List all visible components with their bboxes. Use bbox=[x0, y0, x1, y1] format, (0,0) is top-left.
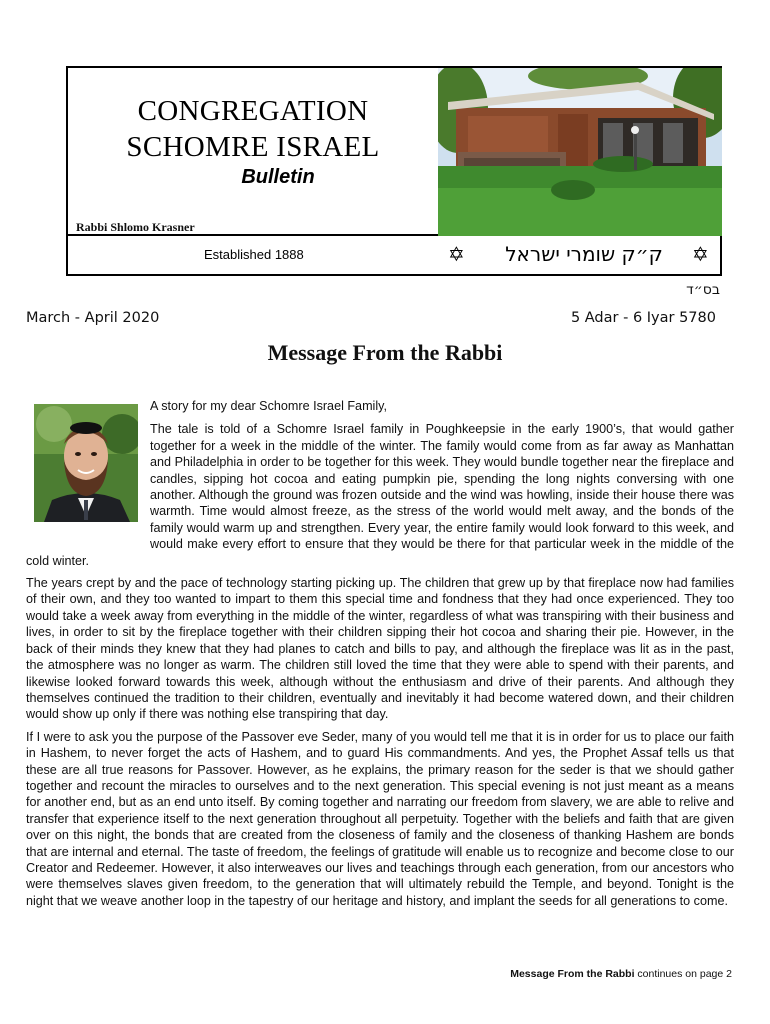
bsd-header: בס״ד bbox=[686, 282, 720, 298]
issue-date-hebrew: 5 Adar - 6 Iyar 5780 bbox=[570, 310, 716, 326]
star-of-david-icon: ✡ bbox=[448, 242, 465, 266]
continued-notice-title: Message From the Rabbi bbox=[510, 968, 635, 980]
synagogue-photo bbox=[438, 68, 722, 236]
article-headline: Message From the Rabbi bbox=[267, 340, 503, 365]
portrait-spacer bbox=[26, 398, 150, 538]
article-paragraph: The years crept by and the pace of technology starting picking up. The children that grew up by that fireplace now had families of their own, and they too wanted to impart to them this special time and fondness that they had once experienced. They too would take a week away from everything in the middle of the winter, regardless of what was transpiring with their business and lives, in order to sit by the fireplace together with their children sipping their hot cocoa and sharing their pie. However, in the back of their minds they knew that they had planes to catch and bills to pay, and although the fireplace was lit as in the past, the atmosphere was no longer as warm. The children still loved the time that they were able to spend with their parents, and likewise looked forward towards this week, although without the enthusiasm and drive of their parents. And although they themselves continued the tradition to their children, eventually and inevitably it had become watered down, and their children would show up only if there was nothing else transpiring that day. bbox=[26, 576, 734, 722]
article-body bbox=[26, 398, 734, 915]
masthead bbox=[66, 66, 722, 276]
article-greeting: A story for my dear Schomre Israel Family, bbox=[150, 399, 388, 413]
synagogue-building-icon bbox=[438, 68, 722, 236]
masthead-divider bbox=[68, 234, 440, 236]
continued-notice-text: continues on page 2 bbox=[634, 968, 732, 980]
continued-notice bbox=[510, 968, 732, 980]
rabbi-name: Rabbi Shlomo Krasner bbox=[76, 220, 195, 234]
hebrew-congregation-name bbox=[448, 242, 718, 268]
article-paragraph: If I were to ask you the purpose of the Passover eve Seder, many of you would tell me that it is in order for us to place our faith in Hashem, to never forget the acts of Hashem, and to guard His commandments. And yes, the Prophet Assaf tells us that these are all true reasons for Passover. However, as he explains, the primary reason for the seder is that we should gather together and recount the miracles to ourselves and to the next generation. This special evening is not just meant as a means for another end, but as an end unto itself. By coming together and narrating our freedom from slavery, we are able to relive and transfer that experience itself to the next generation throughout all perpetuity. Together with the beliefs and faith that are given over on this night, the bonds that are created from the closeness of family and the closeness of thanking Hashem are bonds that are internal and eternal. The taste of freedom, the feelings of gratitude will enable us to recognize and become close to our Creator and Redeemer. However, it also interweaves our lives and teachings through each generation, from our ancestors who were themselves slaves given freedom, to the generation that will ultimately rebuild the Temple, and beyond. Tonight is the night that we weave another loop in the tapestry of our heritage and history, and implant the seeds for all generations to come. bbox=[26, 729, 734, 908]
congregation-title-line2: SCHOMRE ISRAEL bbox=[126, 131, 380, 163]
hebrew-name-text: ק״ק שומרי ישראל bbox=[505, 242, 663, 266]
article-paragraph: The tale is told of a Schomre Israel family in Poughkeepsie in the early 1900’s, that would gather together for a week in the middle of the winter. The family would come from as far away as Manhattan and Philadelphia in order to be together for this week. They would bundle together near the fireplace and candles, sipping hot cocoa and eating pumpkin pie, spending the long nights conversing with one another. Although the ground was frozen outside and the wind was howling, inside their house there was warmth. Time would almost freeze, as the stress of the world would melt away, and the bonds of the family would warm up and strengthen. Every year, the entire family would look forward to this week, and would make every effort to ensure that they would be there for that particular week in the middle of the cold winter. bbox=[26, 422, 734, 568]
star-of-david-icon: ✡ bbox=[692, 242, 709, 266]
masthead-title-block bbox=[68, 68, 438, 236]
issue-date-gregorian: March - April 2020 bbox=[26, 310, 160, 326]
bulletin-subtitle: Bulletin bbox=[241, 166, 315, 188]
congregation-title-line1: CONGREGATION bbox=[137, 95, 369, 127]
established-year: Established 1888 bbox=[204, 247, 304, 262]
